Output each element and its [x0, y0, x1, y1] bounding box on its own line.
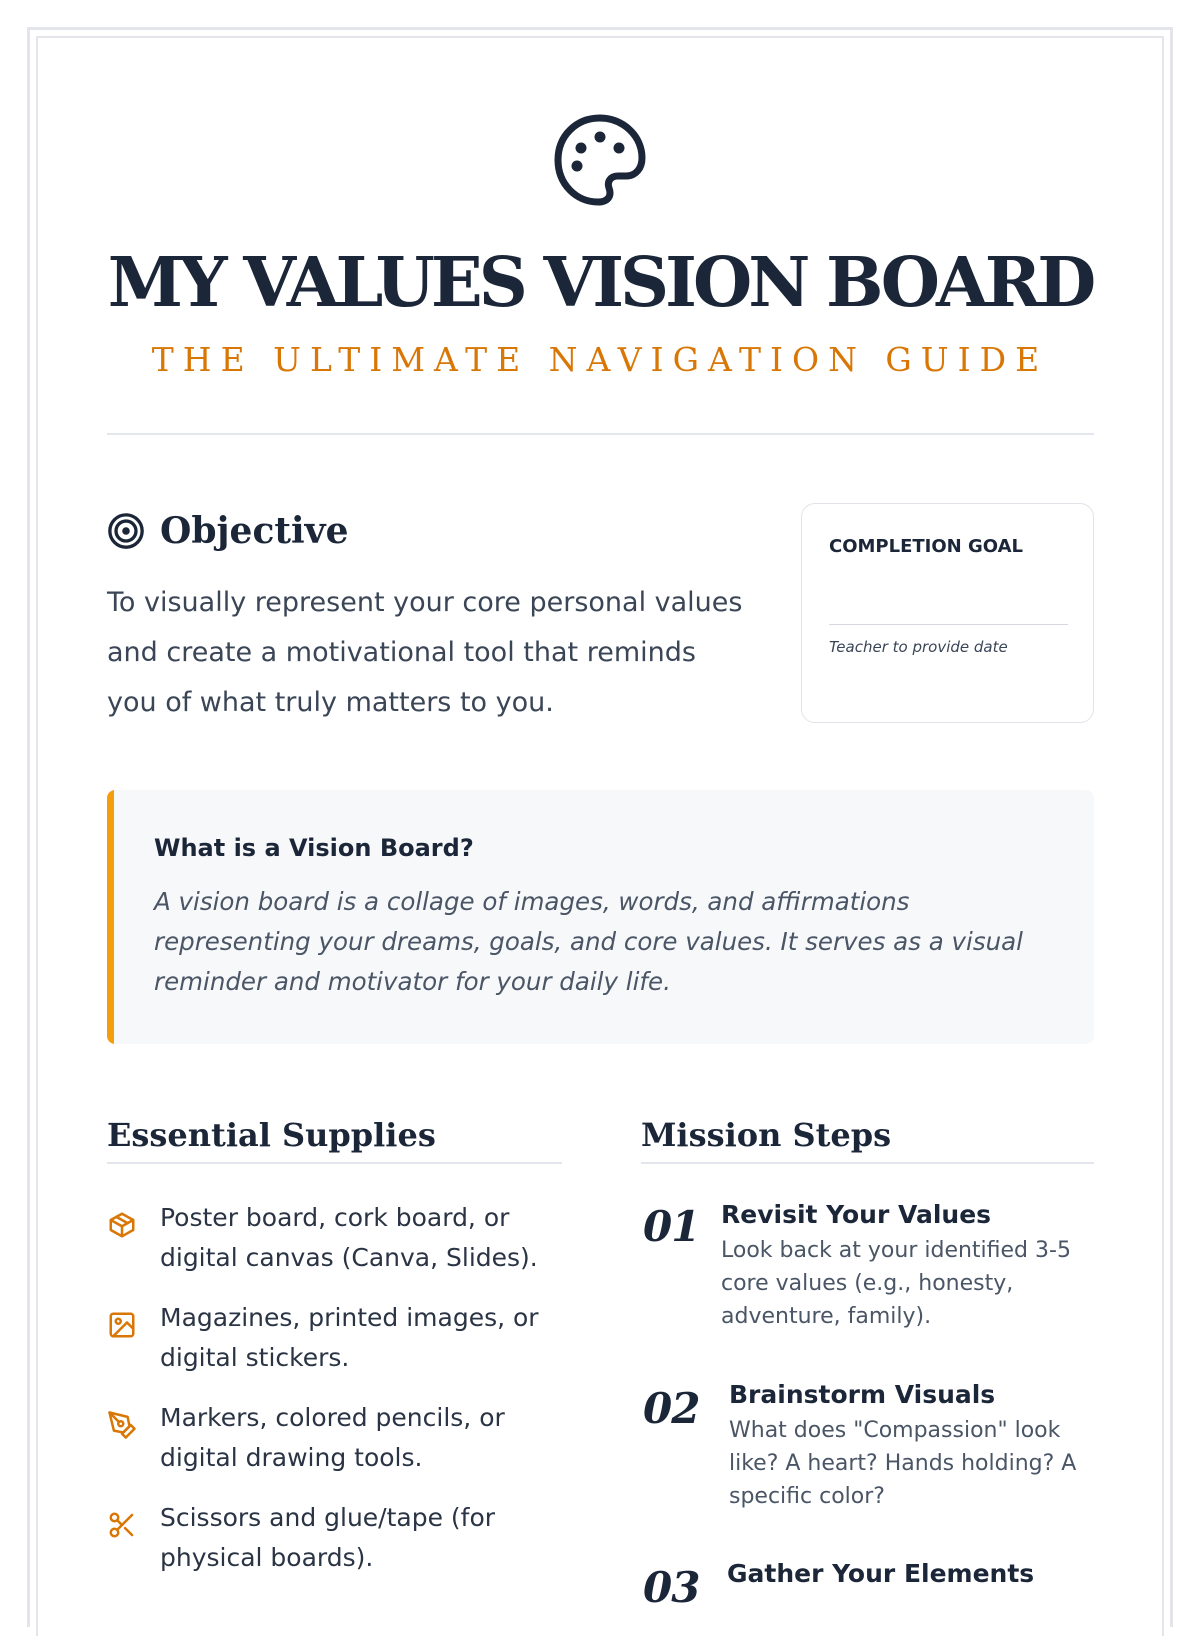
- supplies-divider: [107, 1162, 562, 1164]
- palette-icon: [550, 110, 650, 210]
- vision-board-callout: [107, 790, 1094, 1044]
- supplies-heading: Essential Supplies: [107, 1116, 436, 1154]
- supply-text: Markers, colored pencils, or digital drawing tools.: [160, 1403, 505, 1472]
- page-title: MY VALUES VISION BOARD: [107, 243, 1093, 323]
- target-icon: [107, 512, 145, 550]
- step-title: Revisit Your Values: [721, 1200, 992, 1229]
- scissors-icon: [107, 1510, 137, 1540]
- mission-steps-divider: [641, 1162, 1094, 1164]
- pen-tool-icon: [107, 1410, 137, 1440]
- callout-text: A vision board is a collage of images, words, and affirmations representing your dreams, goals, and core values. It serves as a visual reminder and motivator for your daily life.: [154, 887, 1023, 996]
- mission-steps-heading: Mission Steps: [641, 1116, 892, 1154]
- supply-text: Poster board, cork board, or digital canvas (Canva, Slides).: [160, 1203, 538, 1272]
- step-description: Look back at your identified 3-5 core values (e.g., honesty, adventure, family).: [721, 1238, 1071, 1329]
- step-description: What does "Compassion" look like? A heart? Hands holding? A specific color?: [729, 1418, 1077, 1509]
- objective-text: To visually represent your core personal values and create a motivational tool that reminds you of what truly matters to you.: [107, 587, 743, 718]
- step-number: 03: [643, 1563, 700, 1612]
- step-title: Gather Your Elements: [727, 1559, 1035, 1588]
- page-subtitle: THE ULTIMATE NAVIGATION GUIDE: [151, 340, 1049, 379]
- step-title: Brainstorm Visuals: [729, 1380, 996, 1409]
- box-icon: [107, 1210, 137, 1240]
- image-icon: [107, 1310, 137, 1340]
- header-divider: [107, 433, 1094, 435]
- completion-goal-card: [801, 503, 1094, 723]
- completion-goal-note: Teacher to provide date: [829, 638, 1008, 656]
- step-number: 02: [643, 1384, 700, 1433]
- objective-heading: Objective: [160, 510, 349, 552]
- supply-text: Magazines, printed images, or digital stickers.: [160, 1303, 539, 1372]
- step-number: 01: [643, 1202, 700, 1251]
- completion-goal-label: COMPLETION GOAL: [829, 536, 1023, 557]
- callout-heading: What is a Vision Board?: [154, 834, 474, 862]
- supply-text: Scissors and glue/tape (for physical boards).: [160, 1503, 496, 1572]
- callout-accent-bar: [107, 790, 114, 1044]
- completion-goal-date-line: [829, 624, 1068, 625]
